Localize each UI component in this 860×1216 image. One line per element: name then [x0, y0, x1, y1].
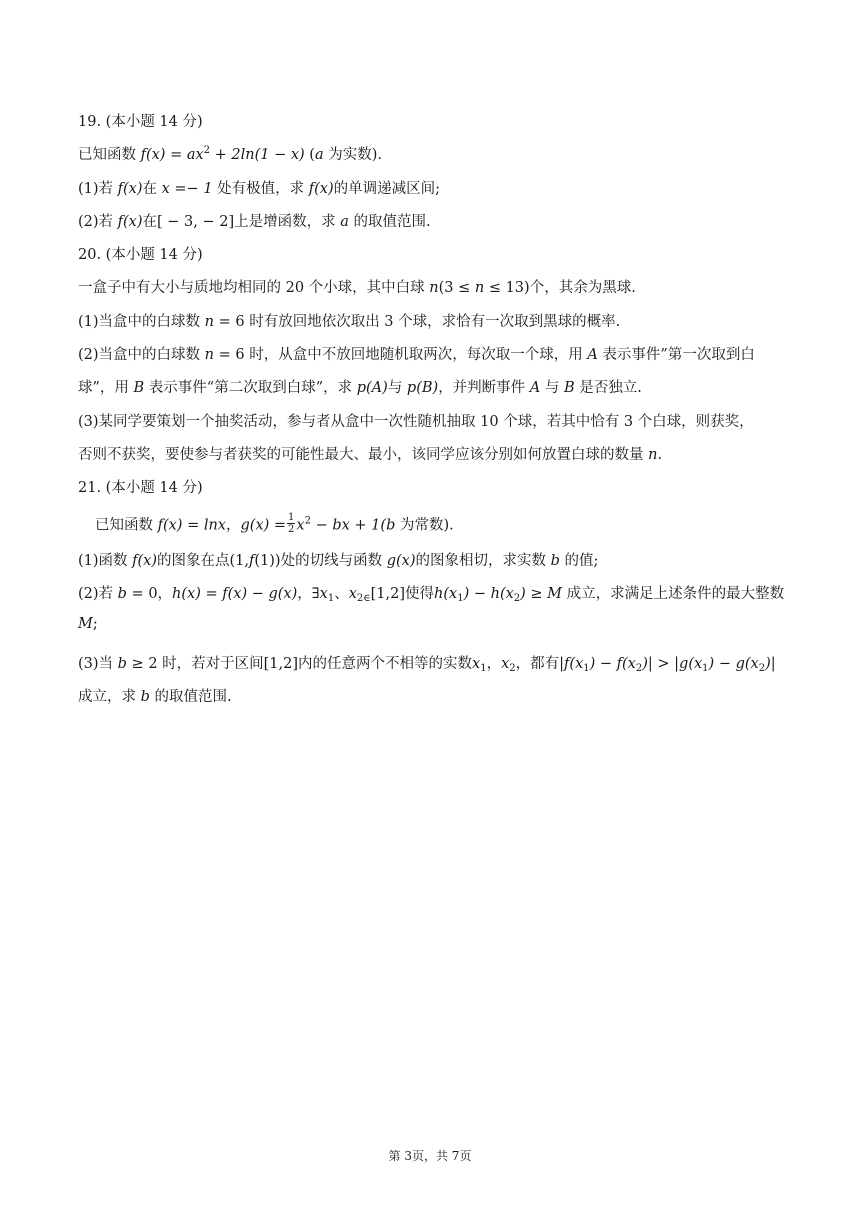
q19-part1: (1)若 f(x)在 x =− 1 处有极值，求 f(x)的单调递减区间;	[78, 180, 441, 197]
q19-header: 19. (本小题 14 分)	[78, 114, 203, 130]
q20-part3-line2: 否则不获奖，要使参与者获奖的可能性最大、最小，该同学应该分别如何放置白球的数量 n.	[78, 446, 663, 463]
q19-stem: 已知函数 $f(x) = ax^2 + 2\ln(1 - x)$ (a 为实数).	[78, 145, 383, 164]
q20-part2-line2: 球”，用 B 表示事件“第二次取到白球”，求 p(A)与 p(B)，并判断事件 A 与 B 是否独立.	[78, 380, 642, 397]
q20-part1: (1)当盒中的白球数 n = 6 时有放回地依次取出 3 个球，求恰有一次取到黑球的概率.	[78, 313, 621, 330]
q20-header: 20. (本小题 14 分)	[78, 247, 203, 264]
q21-part1: (1)函数 f(x)的图象在点(1,f(1))处的切线与函数 g(x)的图象相切，求实数 b 的值;	[78, 552, 599, 569]
q21-part3-line1: (3)当 b ≥ 2 时，若对于区间[1,2]内的任意两个不相等的实数$x_1$，$x_2$，都有$|f(x_1) - f(x_2)| > |g(x_1) - g(x_2)|$	[78, 655, 776, 674]
q20-stem: 一盒子中有大小与质地均相同的 20 个小球，其中白球 n(3 ≤ n ≤ 13)个，其余为黑球.	[78, 280, 636, 297]
q21-part2-line2: M;	[78, 615, 98, 632]
fraction-one-half: $\frac{1}{2}$	[288, 512, 295, 536]
page-footer: 第 3页，共 7页	[388, 1149, 472, 1163]
q20-part3-line1: (3)某同学要策划一个抽奖活动，参与者从盒中一次性随机抽取 10 个球，若其中恰有 3 个白球，则获奖，	[78, 413, 754, 430]
q20-part2-line1: (2)当盒中的白球数 n = 6 时，从盒中不放回地随机取两次，每次取一个球，用 A 表示事件”第一次取到白	[78, 347, 755, 364]
q21-part2-line1: (2)若 b = 0，h(x) = f(x) − g(x)，$\exists x_1$、$x_{2\in}[1,2]$使得$h(x_1) - h(x_2) \ge M$ 成立，求满足上述条件的最大整数	[78, 585, 785, 604]
q21-part3-line2: 成立，求 b 的取值范围.	[78, 689, 232, 706]
q21-stem: 已知函数 f(x) = lnx，g(x) = $\frac{1}{2}$ $x^2$ − bx + 1(b 为常数).	[95, 512, 454, 536]
questions-content	[78, 112, 788, 707]
q21-header: 21. (本小题 14 分)	[78, 480, 203, 497]
q19-part2: (2)若 f(x)在[ − 3, − 2]上是增函数，求 a 的取值范围.	[78, 213, 431, 230]
